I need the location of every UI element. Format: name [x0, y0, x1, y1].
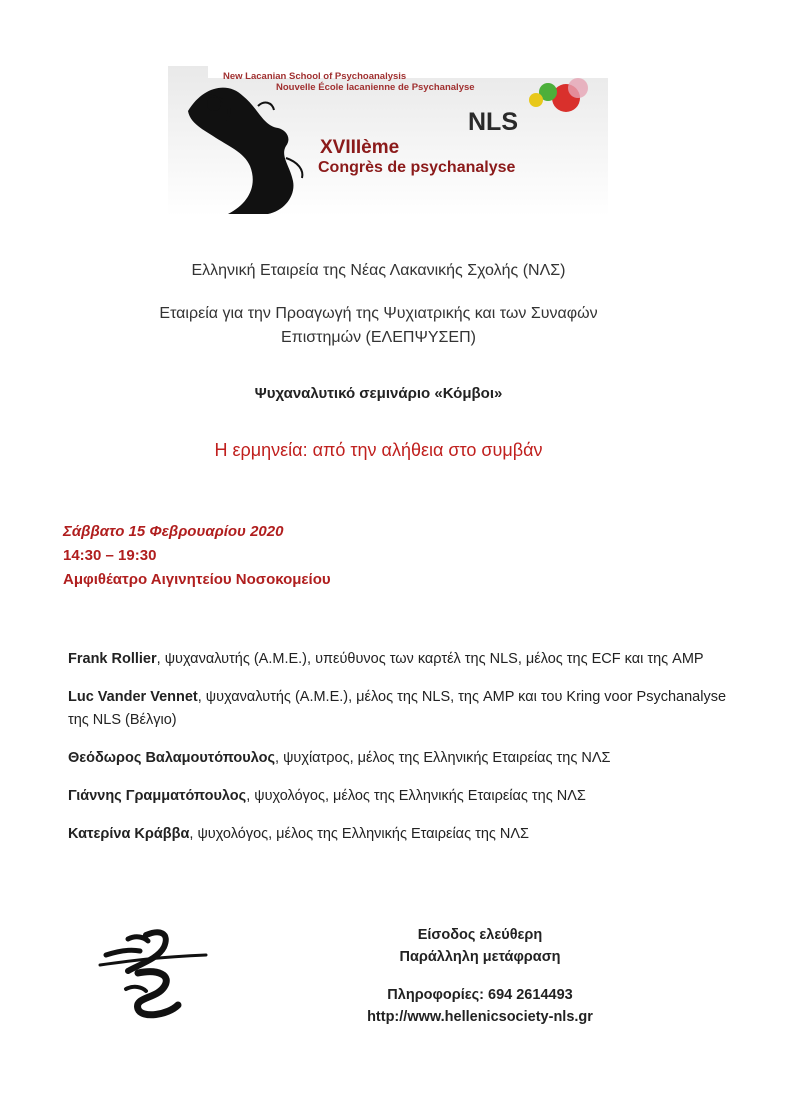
speaker-description: , ψυχαναλυτής (Α.Μ.Ε.), μέλος της NLS, της AMP και του Kring voor Psychanalyse της NLS (Βέλγιο)	[68, 689, 727, 728]
speaker-description: , ψυχολόγος, μέλος της Ελληνικής Εταιρείας της ΝΛΣ	[246, 788, 586, 804]
organizer-line-1: Ελληνική Εταιρεία της Νέας Λακανικής Σχολής (ΝΛΣ)	[191, 262, 566, 279]
speaker-name: Θεόδωρος Βαλαμουτόπουλος	[68, 750, 276, 766]
seminar-name: Ψυχαναλυτικό σεμινάριο «Κόμβοι»	[254, 385, 503, 402]
nls-logo-text: NLS	[468, 108, 518, 136]
congress-title: Congrès de psychanalyse	[318, 159, 516, 176]
congress-banner	[168, 66, 608, 216]
speaker-name: Κατερίνα Κράββα	[68, 826, 190, 842]
speaker-item	[68, 747, 738, 770]
speakers-list	[68, 648, 738, 861]
speaker-description: , ψυχαναλυτής (Α.Μ.Ε.), υπεύθυνος των καρτέλ της NLS, μέλος της ECF και της AMP	[156, 651, 704, 667]
organizer-line-2a: Εταιρεία για την Προαγωγή της Ψυχιατρικής και των Συναφών	[159, 305, 598, 322]
event-time: 14:30 – 19:30	[63, 547, 157, 564]
event-date: Σάββατο 15 Φεβρουαρίου 2020	[63, 523, 284, 540]
organizer-line-2	[0, 302, 775, 350]
event-info	[330, 924, 630, 1028]
event-details	[63, 520, 331, 592]
speaker-description: , ψυχολόγος, μέλος της Ελληνικής Εταιρείας της ΝΛΣ	[189, 826, 530, 842]
speaker-item	[68, 686, 738, 732]
organizer-line-2b: Επιστημών (ΕΛΕΠΨΥΣΕΠ)	[281, 329, 476, 346]
banner-line-1: New Lacanian School of Psychoanalysis	[223, 71, 407, 82]
event-venue: Αμφιθέατρο Αιγινητείου Νοσοκομείου	[63, 571, 331, 588]
website-link[interactable]: http://www.hellenicsociety-nls.gr	[367, 1009, 593, 1025]
speaker-name: Γιάννης Γραμματόπουλος	[68, 788, 247, 804]
speaker-item	[68, 823, 738, 846]
speaker-item	[68, 648, 738, 671]
banner-line-2: Nouvelle École lacanienne de Psychanalyse	[276, 82, 475, 93]
speaker-name: Frank Rollier	[68, 651, 157, 667]
speaker-name: Luc Vander Vennet	[68, 689, 198, 705]
congress-edition: XVIIIème	[320, 137, 400, 158]
speaker-item	[68, 785, 738, 808]
event-title: Η ερμηνεία: από την αλήθεια στο συμβάν	[214, 440, 543, 460]
translation-note: Παράλληλη μετάφραση	[399, 949, 561, 965]
entry-note: Είσοδος ελεύθερη	[417, 927, 543, 943]
speaker-description: , ψυχίατρος, μέλος της Ελληνικής Εταιρείας της ΝΛΣ	[275, 750, 611, 766]
calligraphy-logo-icon	[98, 925, 208, 1025]
contact-phone: Πληροφορίες: 694 2614493	[387, 987, 573, 1003]
